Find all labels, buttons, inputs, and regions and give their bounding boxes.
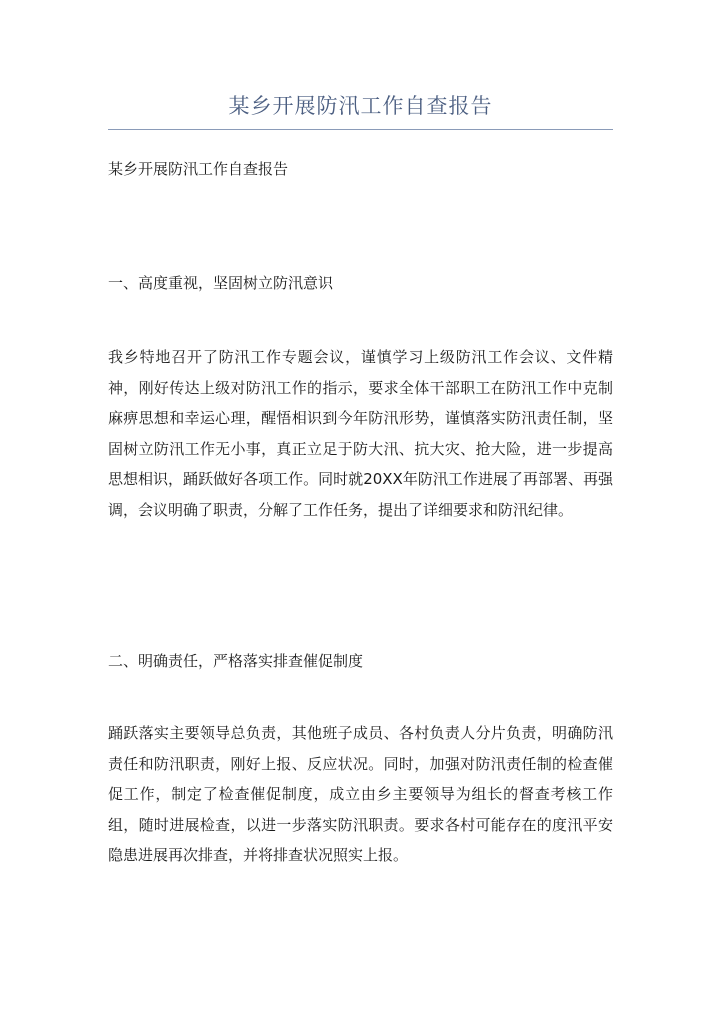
section-heading-2: 二、明确责任，严格落实排查催促制度 bbox=[108, 652, 364, 670]
document-subtitle: 某乡开展防汛工作自查报告 bbox=[108, 160, 289, 178]
section-heading-1: 一、高度重视，坚固树立防汛意识 bbox=[108, 274, 334, 292]
document-header-title: 某乡开展防汛工作自查报告 bbox=[228, 94, 493, 118]
section-body-1: 我乡特地召开了防汛工作专题会议，谨慎学习上级防汛工作会议、文件精神，刚好传达上级对防汛工作的指示，要求全体干部职工在防汛工作中克制麻痹思想和幸运心理，醒悟相识到今年防汛形势，谨慎落实防汛责任制，坚固树立防汛工作无小事，真正立足于防大汛、抗大灾、抢大险，进一步提高思想相识，踊跃做好各项工作。同时就20XX年防汛工作进展了再部署、再强调，会议明确了职责，分解了工作任务，提出了详细要求和防汛纪律。 bbox=[108, 348, 613, 519]
header-divider bbox=[108, 129, 613, 130]
section-body-2: 踊跃落实主要领导总负责，其他班子成员、各村负责人分片负责，明确防汛责任和防汛职责，刚好上报、反应状况。同时，加强对防汛责任制的检查催促工作，制定了检查催促制度，成立由乡主要领导为组长的督查考核工作组，随时进展检查，以进一步落实防汛职责。要求各村可能存在的度汛平安隐患进展再次排查，并将排查状况照实上报。 bbox=[108, 724, 613, 864]
